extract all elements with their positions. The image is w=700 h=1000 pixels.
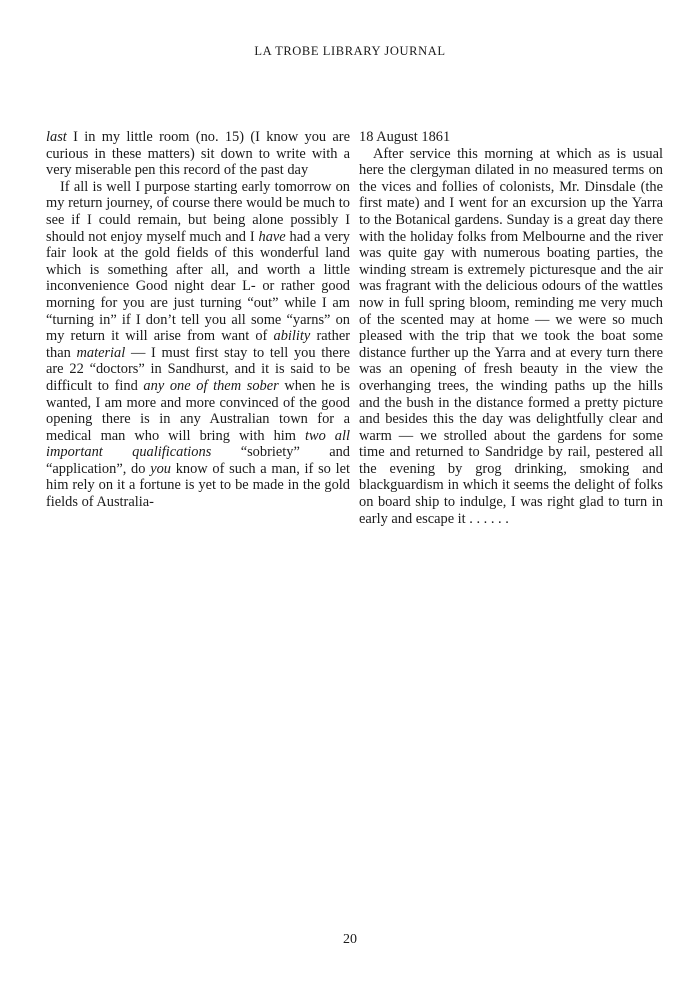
text-run: — I must first stay to tell you there are 22 “doctors” in Sandhurst, and it is said to be difficult to find bbox=[46, 344, 350, 394]
text-run: “sobriety” and “application”, do bbox=[46, 444, 350, 477]
running-head: LA TROBE LIBRARY JOURNAL bbox=[254, 44, 446, 58]
text-run: If all is well I purpose starting early tomorrow on my return journey, of course there would be much to see if I could remain, but being alone possibly I should not enjoy myself much and I bbox=[46, 178, 350, 245]
italic-run: any one of them sober bbox=[143, 377, 279, 394]
text-run: After service this morning at which as is usual here the clergyman dilated in no measured terms on the vices and follies of colonists, Mr. Dinsdale (the first mate) and I went for an excursion up the Yarra to the Botanical gardens. Sunday is a great day there with the holiday folks from Melbourne and the river was quite gay with numerous boating parties, the winding stream is extremely picturesque and the air was fragrant with the delicious odours of the wattles now in full spring bloom, reminding me very much of the scented may at home — we were so much pleased with the trip that we took the boat some distance further up the Yarra and at every turn there was an opening of fresh beauty in the view the overhanging trees, the winding paths up the hills and the bush in the distance formed a pretty picture and besides this the day was delightfully clear and warm — we strolled about the gardens for some time and returned to Sandridge by rail, pestered all the evening by grog drinking, smoking and blackguardism in which it seems the delight of folks on board ship to indulge, I was right glad to turn in early and escape it . . . . . . bbox=[359, 145, 663, 527]
text-run: when he is wanted, I am more and more convinced of the good opening there is in any Australian town for a medical man who will bring with him bbox=[46, 377, 351, 444]
dateline: 18 August 1861 bbox=[359, 129, 451, 145]
italic-run: last bbox=[46, 129, 67, 145]
italic-run: have bbox=[258, 228, 286, 245]
left-column bbox=[46, 129, 350, 511]
italic-run: two all important qualifications bbox=[46, 427, 350, 461]
paragraph bbox=[46, 129, 350, 179]
right-column bbox=[359, 129, 663, 527]
page-number: 20 bbox=[343, 932, 357, 947]
italic-run: you bbox=[150, 460, 171, 477]
paragraph bbox=[359, 146, 663, 528]
text-run: had a very fair look at the gold fields of this wonderful land which is something after all, and worth a little inconvenience Good night dear L- or rather good morning for you are just turning “out” while I am “turning in” if I don’t tell you all some “yarns” on my return it will arise from want of bbox=[46, 228, 350, 345]
text-run: rather than bbox=[46, 328, 350, 361]
italic-run: ability bbox=[273, 328, 311, 345]
text-run: know of such a man, if so let him rely on it a fortune is yet to be made in the gold fields of Australia- bbox=[46, 460, 350, 511]
text-run: I in my little room (no. 15) (I know you are curious in these matters) sit down to write with a very miserable pen this record of the past day bbox=[46, 129, 350, 179]
italic-run: material bbox=[76, 344, 126, 361]
paragraph bbox=[46, 179, 350, 511]
